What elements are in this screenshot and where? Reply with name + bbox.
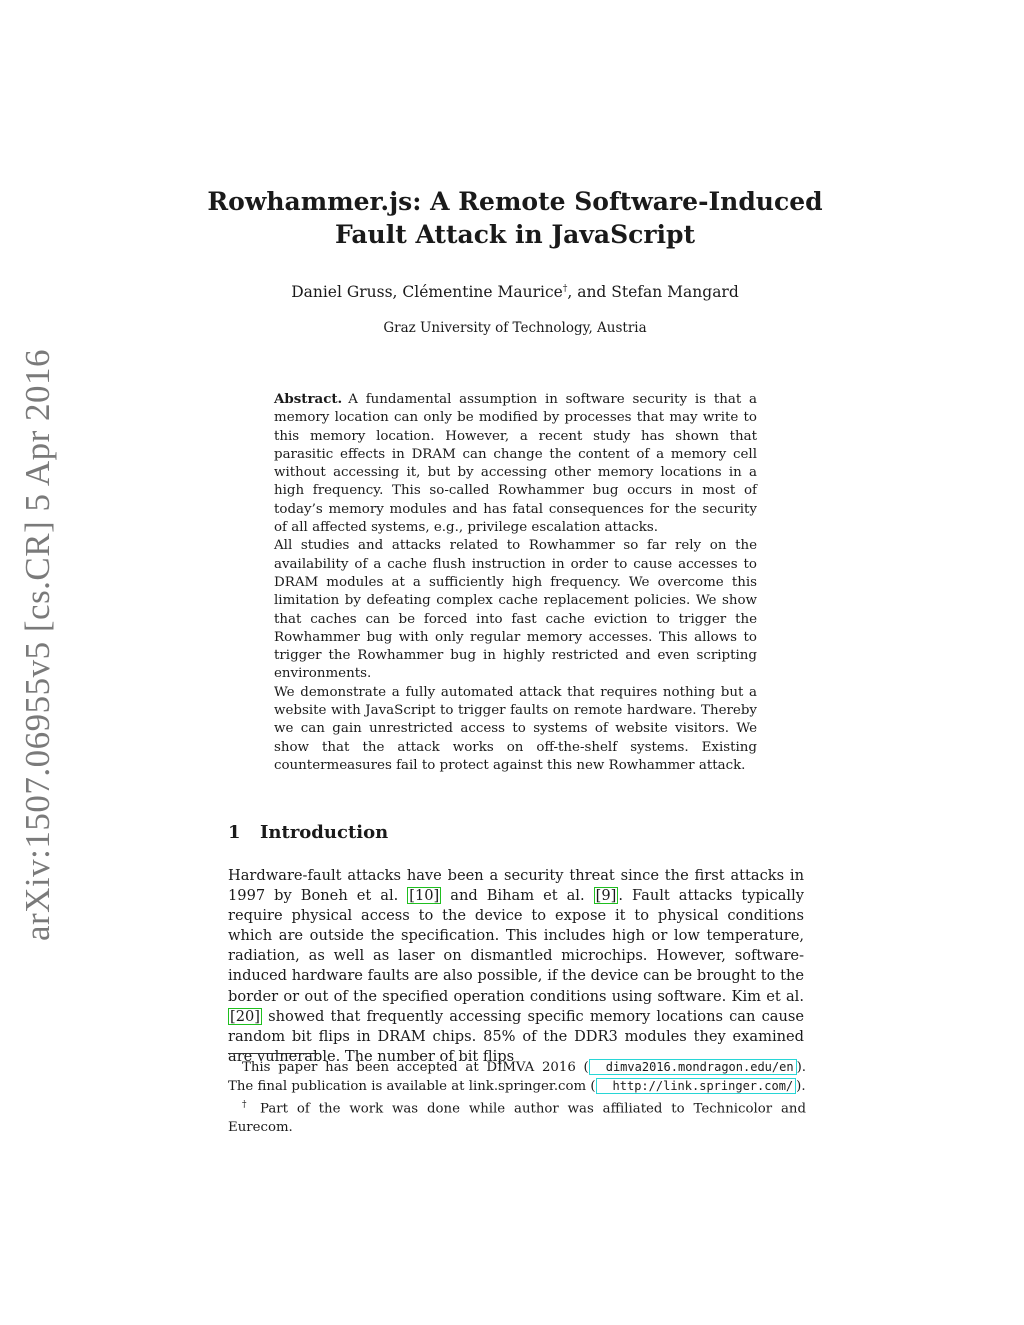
intro-text-1: Hardware-fault attacks have been a security threat since the first attacks in 1997 by Boneh et al. bbox=[228, 867, 804, 905]
section-number: 1 bbox=[228, 822, 241, 843]
title-line-1: Rowhammer.js: A Remote Software-Induced bbox=[207, 187, 823, 216]
intro-text-4: showed that frequently accessing specific memory locations can cause random bit flips in DRAM chips. 85% of the DDR3 modules they examined are vulnerable. The number of bit flips bbox=[228, 1007, 804, 1065]
abstract-paragraph-1 bbox=[274, 390, 757, 537]
authors-first: Daniel Gruss, Clémentine Maurice bbox=[291, 283, 563, 301]
title-line-2: Fault Attack in JavaScript bbox=[334, 220, 696, 249]
footnote-1-text-a: This paper has been accepted at DIMVA 2016 ( bbox=[242, 1060, 589, 1075]
citation-link-9[interactable]: [9] bbox=[595, 887, 617, 905]
section-heading-introduction bbox=[228, 822, 388, 843]
intro-text-3: . Fault attacks typically require physical access to the device to expose it to physical conditions which are outside the specification. This includes high or low temperature, radiation, as well as laser on dismantled microchips. However, software-induced hardware faults are also possible, if the device can be brought to the border or out of the specified operation conditions using software. Kim et al. bbox=[228, 887, 805, 1005]
intro-text-2: and Biham et al. bbox=[441, 887, 594, 905]
author-dagger-mark: † bbox=[562, 283, 568, 294]
citation-link-10[interactable]: [10] bbox=[409, 887, 440, 905]
footnote-dagger-mark: † bbox=[242, 1100, 252, 1110]
arxiv-identifier-stamp: arXiv:1507.06955v5 [cs.CR] 5 Apr 2016 bbox=[18, 348, 57, 942]
footnote-divider bbox=[228, 1053, 320, 1054]
abstract bbox=[274, 390, 757, 775]
abstract-paragraph-2: All studies and attacks related to Rowhammer so far rely on the availability of a cache flush instruction in order to cause accesses to DRAM modules at a sufficiently high frequency. We overcome this limitation by defeating complex cache replacement policies. We show that caches can be forced into fast cache eviction to trigger the Rowhammer bug with only regular memory accesses. This allows to trigger the Rowhammer bug in highly restricted and even scripting environments. bbox=[274, 538, 757, 682]
abstract-label: Abstract. bbox=[274, 391, 343, 407]
introduction-paragraph bbox=[228, 866, 804, 1067]
abstract-text-1: A fundamental assumption in software security is that a memory location can only be modified by processes that may write to this memory location. However, a recent study has shown that parasitic effects in DRAM can change the content of a memory cell without accessing it, but by accessing other memory locations in a high frequency. This so-called Rowhammer bug occurs in most of today’s memory modules and has fatal consequences for the security of all affected systems, e.g., privilege escalation attacks. bbox=[274, 392, 757, 536]
springer-url-link[interactable]: http://link.springer.com/ bbox=[596, 1078, 797, 1094]
section-title: Introduction bbox=[260, 822, 389, 843]
author-list bbox=[200, 283, 830, 301]
footnote-1-text-b: ). The final publication is available at link.springer.com ( bbox=[228, 1060, 806, 1094]
footnote-acceptance bbox=[228, 1058, 806, 1096]
abstract-paragraph-3: We demonstrate a fully automated attack that requires nothing but a website with JavaScript to trigger faults on remote hardware. Thereby we can gain unrestricted access to systems of website visitors. We show that the attack works on off-the-shelf systems. Existing countermeasures fail to protect against this new Rowhammer attack. bbox=[274, 684, 757, 773]
footnote-2-text: Part of the work was done while author was affiliated to Technicolor and Eurecom. bbox=[228, 1101, 807, 1136]
footnote-1-text-c: ). bbox=[796, 1079, 806, 1094]
authors-last: , and Stefan Mangard bbox=[567, 283, 739, 301]
dimva-url-link[interactable]: dimva2016.mondragon.edu/en bbox=[589, 1059, 797, 1075]
paper-title bbox=[200, 185, 830, 251]
affiliation: Graz University of Technology, Austria bbox=[383, 320, 647, 336]
footnote-affiliation bbox=[228, 1096, 806, 1137]
footnotes bbox=[228, 1058, 806, 1137]
citation-link-20[interactable]: [20] bbox=[230, 1007, 260, 1025]
